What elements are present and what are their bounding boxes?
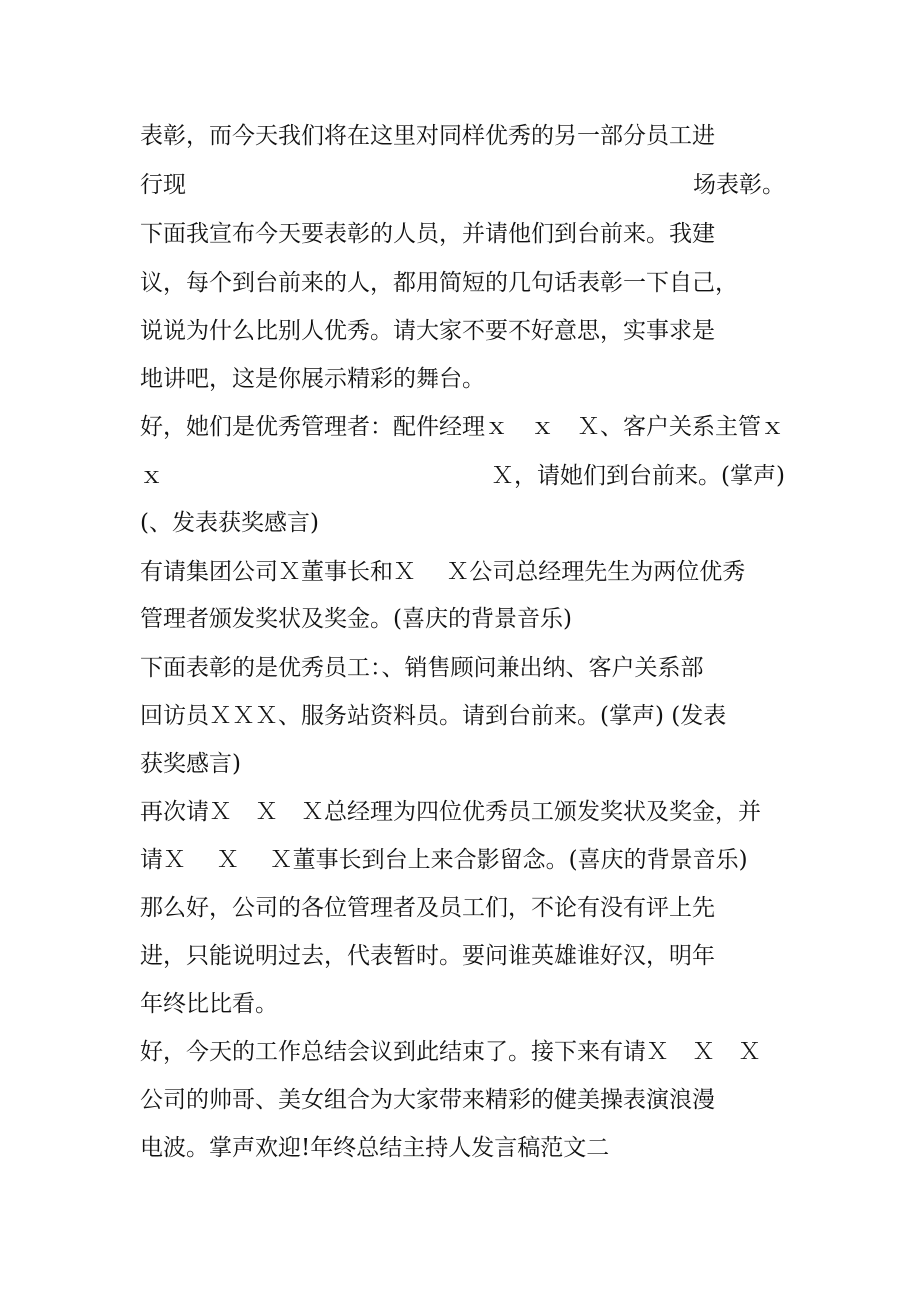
text-line-2-left: 行现 xyxy=(140,172,186,198)
text-line-2 xyxy=(140,167,785,203)
text-line-19: 年终比比看。 xyxy=(140,991,278,1017)
text-line-22: 电波。掌声欢迎!年终总结主持人发言稿范文二 xyxy=(140,1135,610,1161)
text-line-8-left: ｘ xyxy=(140,463,163,489)
text-line-4: 议，每个到台前来的人，都用简短的几句话表彰一下自己， xyxy=(140,270,738,296)
text-line-21: 公司的帅哥、美女组合为大家带来精彩的健美操表演浪漫 xyxy=(140,1087,715,1113)
text-line-18: 进，只能说明过去，代表暂时。要问谁英雄谁好汉，明年 xyxy=(140,943,715,969)
text-line-1: 表彰，而今天我们将在这里对同样优秀的另一部分员工进 xyxy=(140,123,715,149)
text-line-12: 下面表彰的是优秀员工：、销售顾问兼出纳、客户关系部 xyxy=(140,655,704,681)
text-line-20: 好，今天的工作总结会议到此结束了。接下来有请Ｘ Ｘ Ｘ xyxy=(140,1039,761,1065)
text-line-13: 回访员ＸＸＸ、服务站资料员。请到台前来。(掌声) (发表 xyxy=(140,703,727,729)
text-line-11: 管理者颁发奖状及奖金。(喜庆的背景音乐) xyxy=(140,606,572,632)
text-line-17: 那么好，公司的各位管理者及员工们，不论有没有评上先 xyxy=(140,895,715,921)
text-line-2-right: 场表彰。 xyxy=(693,172,785,198)
text-line-10: 有请集团公司Ｘ董事长和Ｘ Ｘ公司总经理先生为两位优秀 xyxy=(140,559,746,585)
text-line-14: 获奖感言) xyxy=(140,751,241,777)
text-line-6: 地讲吧，这是你展示精彩的舞台。 xyxy=(140,366,485,392)
text-line-8 xyxy=(140,458,785,494)
text-line-16: 请Ｘ Ｘ Ｘ董事长到台上来合影留念。(喜庆的背景音乐) xyxy=(140,847,748,873)
text-line-8-right: Ｘ，请她们到台前来。(掌声) xyxy=(491,463,785,489)
text-line-9: (、发表获奖感言) xyxy=(140,510,319,536)
text-line-5: 说说为什么比别人优秀。请大家不要不好意思，实事求是 xyxy=(140,318,715,344)
text-line-7: 好，她们是优秀管理者：配件经理ｘ ｘ Ｘ、客户关系主管ｘ xyxy=(140,414,784,440)
text-line-15: 再次请Ｘ Ｘ Ｘ总经理为四位优秀员工颁发奖状及奖金，并 xyxy=(140,799,761,825)
text-line-3: 下面我宣布今天要表彰的人员，并请他们到台前来。我建 xyxy=(140,221,715,247)
